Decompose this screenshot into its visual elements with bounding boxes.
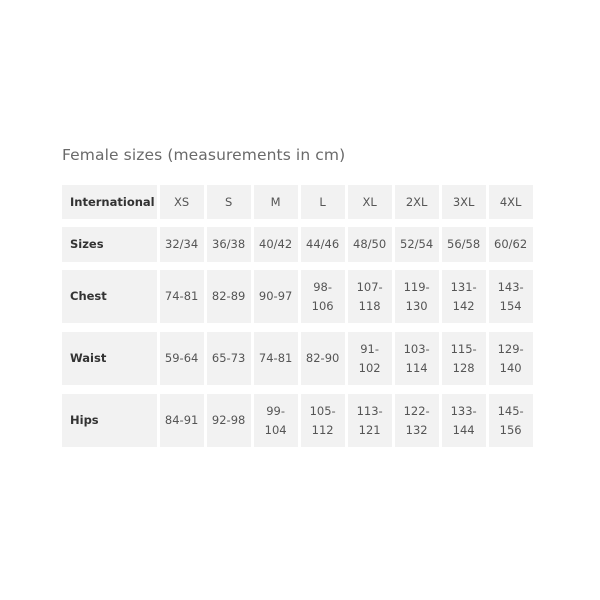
header-col-l: L	[301, 185, 345, 219]
table-cell: 129- 140	[489, 332, 533, 385]
row-label-hips: Hips	[62, 394, 157, 447]
table-cell: 122- 132	[395, 394, 439, 447]
header-label-international: International	[62, 185, 157, 219]
table-cell: 98- 106	[301, 270, 345, 323]
table-cell: 52/54	[395, 227, 439, 262]
row-label-chest: Chest	[62, 270, 157, 323]
table-cell: 65-73	[207, 332, 251, 385]
table-cell: 40/42	[254, 227, 298, 262]
row-gap	[62, 323, 533, 332]
table-cell: 56/58	[442, 227, 486, 262]
table-cell: 119- 130	[395, 270, 439, 323]
table-cell: 115- 128	[442, 332, 486, 385]
table-row-hips	[62, 394, 533, 447]
table-cell: 32/34	[160, 227, 204, 262]
table-cell: 99- 104	[254, 394, 298, 447]
table-cell: 133- 144	[442, 394, 486, 447]
table-cell: 36/38	[207, 227, 251, 262]
header-col-2xl: 2XL	[395, 185, 439, 219]
table-cell: 59-64	[160, 332, 204, 385]
row-label-sizes: Sizes	[62, 227, 157, 262]
size-chart-table	[59, 185, 536, 447]
header-col-xl: XL	[348, 185, 392, 219]
table-cell: 113- 121	[348, 394, 392, 447]
header-col-3xl: 3XL	[442, 185, 486, 219]
header-col-xs: XS	[160, 185, 204, 219]
table-header-row	[62, 185, 533, 219]
header-col-m: M	[254, 185, 298, 219]
table-cell: 90-97	[254, 270, 298, 323]
table-cell: 91- 102	[348, 332, 392, 385]
table-cell: 107- 118	[348, 270, 392, 323]
table-cell: 74-81	[254, 332, 298, 385]
table-cell: 145- 156	[489, 394, 533, 447]
table-cell: 60/62	[489, 227, 533, 262]
table-cell: 48/50	[348, 227, 392, 262]
table-cell: 84-91	[160, 394, 204, 447]
row-label-waist: Waist	[62, 332, 157, 385]
table-cell: 103- 114	[395, 332, 439, 385]
table-cell: 105- 112	[301, 394, 345, 447]
page-title: Female sizes (measurements in cm)	[62, 146, 346, 164]
table-row-waist	[62, 332, 533, 385]
header-col-s: S	[207, 185, 251, 219]
table-cell: 74-81	[160, 270, 204, 323]
table-cell: 92-98	[207, 394, 251, 447]
header-col-4xl: 4XL	[489, 185, 533, 219]
row-gap	[62, 219, 533, 227]
table-cell: 82-90	[301, 332, 345, 385]
row-gap	[62, 262, 533, 270]
row-gap	[62, 385, 533, 394]
table-cell: 131- 142	[442, 270, 486, 323]
table-row-sizes	[62, 227, 533, 262]
table-cell: 143- 154	[489, 270, 533, 323]
table-row-chest	[62, 270, 533, 323]
table-cell: 82-89	[207, 270, 251, 323]
table-cell: 44/46	[301, 227, 345, 262]
